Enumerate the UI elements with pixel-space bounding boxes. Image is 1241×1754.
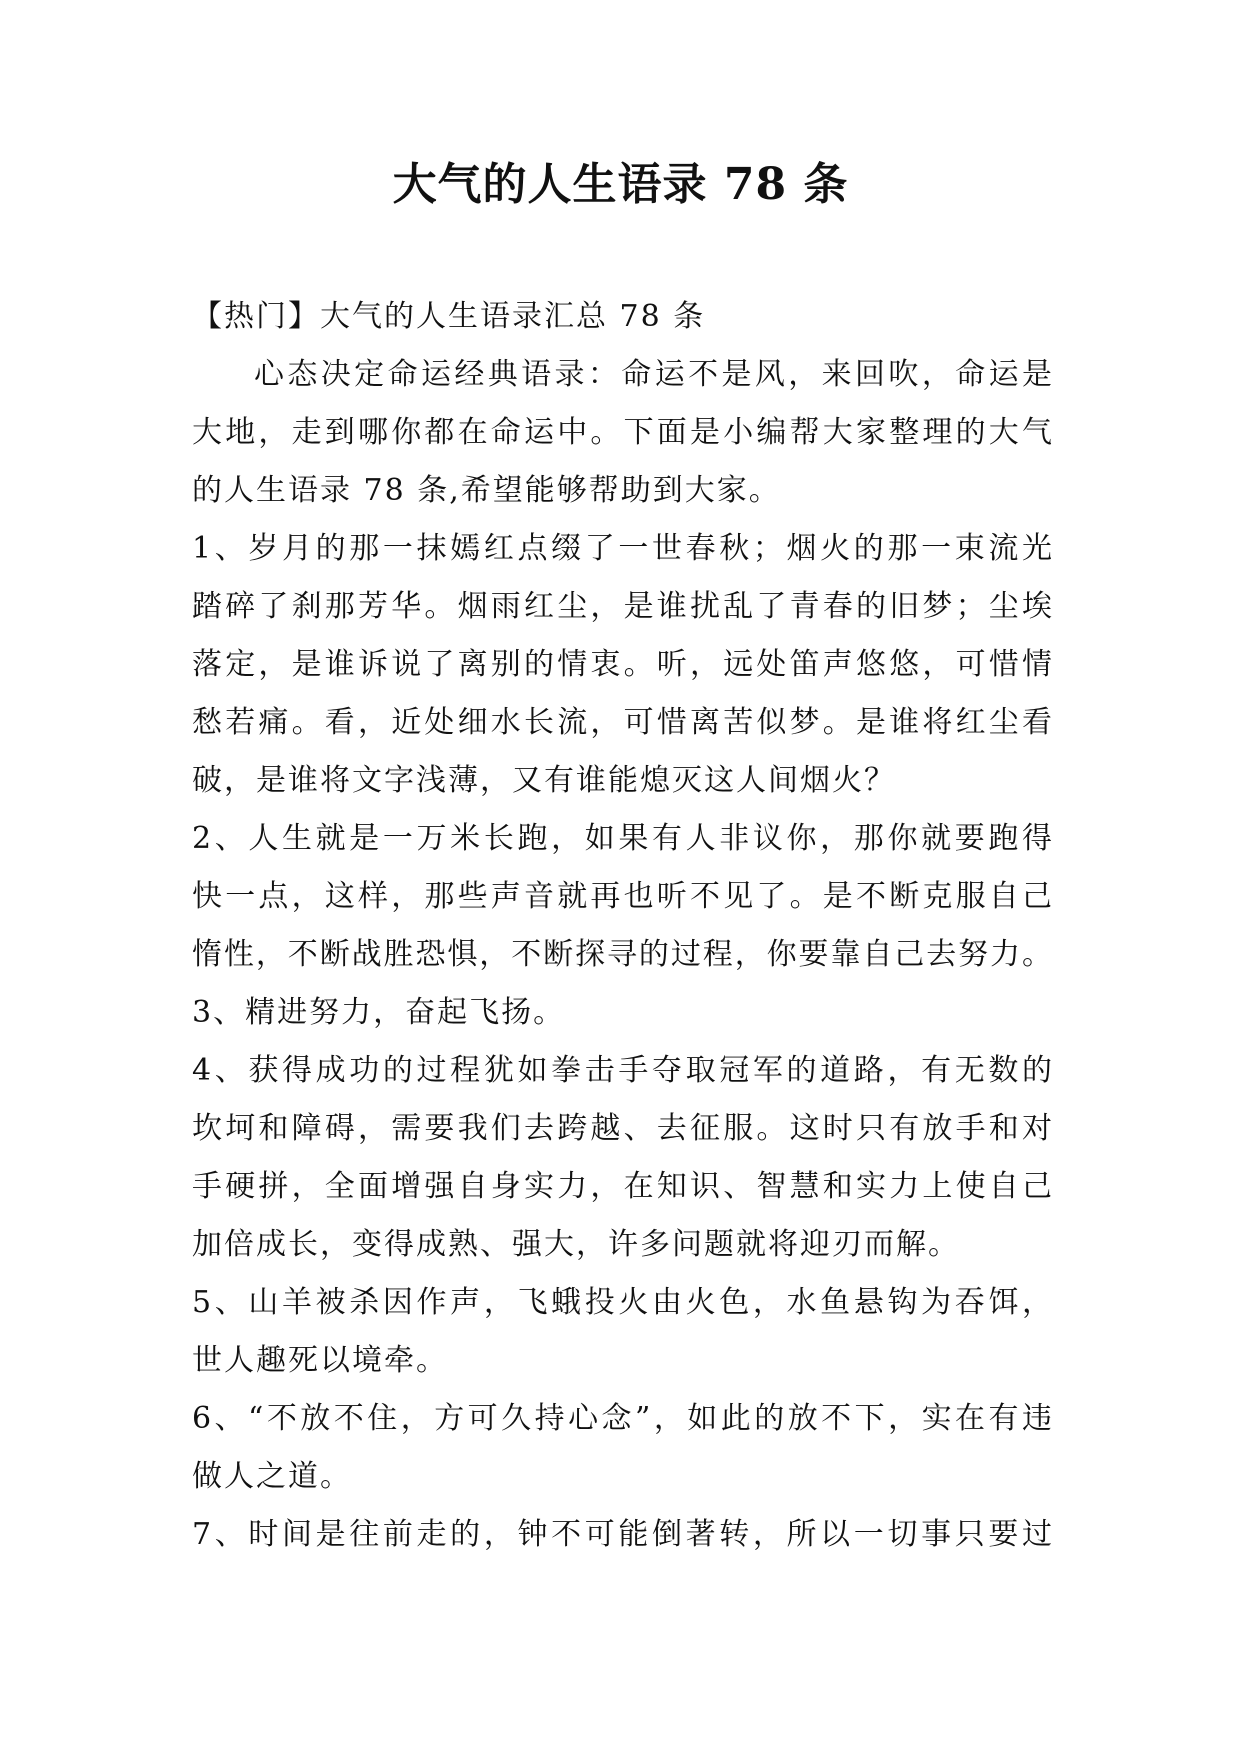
- text-line: 大地，走到哪你都在命运中。下面是小编帮大家整理的大气: [192, 415, 1052, 450]
- document-title: 大气的人生语录 78 条: [392, 159, 849, 210]
- text-line: 做人之道。: [192, 1459, 352, 1494]
- text-line: 的人生语录 78 条,希望能够帮助到大家。: [192, 473, 781, 508]
- text-line: 惰性，不断战胜恐惧，不断探寻的过程，你要靠自己去努力。: [192, 937, 1052, 972]
- text-line: 愁若痛。看，近处细水长流，可惜离苦似梦。是谁将红尘看: [192, 705, 1052, 740]
- text-line: 坎坷和障碍，需要我们去跨越、去征服。这时只有放手和对: [192, 1111, 1052, 1146]
- text-line: 踏碎了刹那芳华。烟雨红尘，是谁扰乱了青春的旧梦；尘埃: [192, 589, 1052, 624]
- text-line: 5、山羊被杀因作声，飞蛾投火由火色，水鱼悬钩为吞饵，: [192, 1285, 1052, 1320]
- text-line: 3、精进努力，奋起飞扬。: [192, 995, 566, 1030]
- text-line: 【热门】大气的人生语录汇总 78 条: [192, 299, 706, 334]
- text-line: 加倍成长，变得成熟、强大，许多问题就将迎刃而解。: [192, 1227, 960, 1262]
- text-line: 心态决定命运经典语录：命运不是风，来回吹，命运是: [254, 357, 1052, 392]
- document-body: [192, 288, 1052, 1564]
- text-line: 世人趣死以境牵。: [192, 1343, 448, 1378]
- text-line: 破，是谁将文字浅薄，又有谁能熄灭这人间烟火？: [192, 763, 896, 798]
- text-line: 快一点，这样，那些声音就再也听不见了。是不断克服自己: [192, 879, 1052, 914]
- text-line: 4、获得成功的过程犹如拳击手夺取冠军的道路，有无数的: [192, 1053, 1052, 1088]
- text-line: 1、岁月的那一抹嫣红点缀了一世春秋；烟火的那一束流光: [192, 531, 1052, 566]
- text-line: 6、“不放不住，方可久持心念”，如此的放不下，实在有违: [192, 1401, 1052, 1436]
- text-line: 落定，是谁诉说了离别的情衷。听，远处笛声悠悠，可惜情: [192, 647, 1052, 682]
- text-line: 手硬拼，全面增强自身实力，在知识、智慧和实力上使自己: [192, 1169, 1052, 1204]
- text-line: 7、时间是往前走的，钟不可能倒著转，所以一切事只要过: [192, 1517, 1052, 1552]
- text-line: 2、人生就是一万米长跑，如果有人非议你，那你就要跑得: [192, 821, 1052, 856]
